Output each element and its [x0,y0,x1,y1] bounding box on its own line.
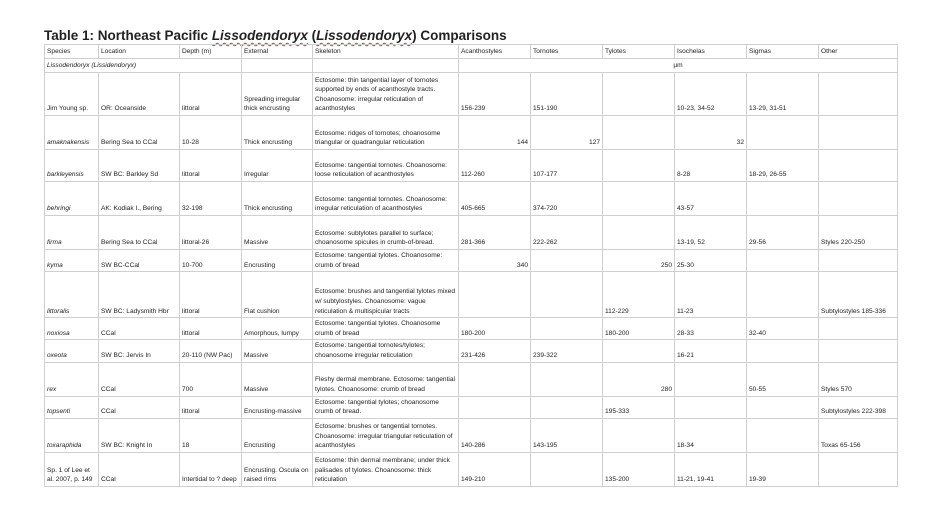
cell-sigmas [747,418,819,452]
cell-species: kyma [45,250,99,272]
cell-isochelas [675,396,747,418]
cell-external: Irregular [242,150,313,182]
cell-location: AK: Kodiak I., Bering [99,182,180,216]
cell-acanthostyles: 144 [459,116,531,150]
cell-other [819,150,898,182]
cell-skeleton: Ectosome: brushes or tangential tornotes. Choanosome: irregular triangular reticulation of acanthostyles [313,418,459,452]
cell-external: Thick encrusting [242,116,313,150]
cell-sigmas [747,272,819,318]
cell-location: Bering Sea to CCal [99,216,180,250]
table-row [45,418,898,452]
header-tylotes: Tylotes [603,45,675,59]
cell-species: barkleyensis [45,150,99,182]
cell-tornotes [531,396,603,418]
cell-sigmas: 50-55 [747,362,819,396]
cell-isochelas: 8-28 [675,150,747,182]
header-species: Species [45,45,99,59]
cell-species: oxeota [45,340,99,362]
cell-acanthostyles: 180-200 [459,318,531,340]
comparison-table [44,44,898,487]
cell-depth: 18 [180,418,242,452]
table-row [45,116,898,150]
cell-acanthostyles: 281-366 [459,216,531,250]
cell-depth: littoral [180,73,242,116]
header-row [45,45,898,59]
header-sigmas: Sigmas [747,45,819,59]
cell-tornotes: 107-177 [531,150,603,182]
cell-sigmas [747,182,819,216]
cell-other: Styles 220-250 [819,216,898,250]
cell-skeleton: Ectosome: thin tangential layer of tornotes supported by ends of acanthostyle tracts. Choanosome: irregular reticulation of acanthostyles [313,73,459,116]
cell-location: CCal [99,452,180,486]
cell-other [819,340,898,362]
cell-tornotes: 222-262 [531,216,603,250]
cell-isochelas: 18-34 [675,418,747,452]
cell-species: Sp. 1 of Lee et al. 2007, p. 149 [45,452,99,486]
cell-external: Massive [242,216,313,250]
cell-other: Subtylostyles 222-398 [819,396,898,418]
cell-depth: 20-110 (NW Pac) [180,340,242,362]
cell-skeleton: Ectosome: tangential tylotes. Choanosome: crumb of bread [313,250,459,272]
cell-depth: littoral [180,272,242,318]
cell-sigmas: 13-29, 31-51 [747,73,819,116]
cell-other [819,73,898,116]
cell-external: Spreading irregular thick encrusting [242,73,313,116]
cell-tylotes [603,73,675,116]
cell-isochelas: 10-23, 34-52 [675,73,747,116]
cell-other: Subtylostyles 185-336 [819,272,898,318]
unit-label: µm [459,59,898,73]
cell-depth: littoral [180,150,242,182]
cell-tylotes [603,182,675,216]
cell-external: Massive [242,362,313,396]
table-title: Table 1: Northeast Pacific Lissodendoryx (Lissodendoryx) Comparisons [44,28,507,43]
cell-skeleton: Fleshy dermal membrane. Ectosome: tangential tylotes. Choanosome: crumb of bread [313,362,459,396]
cell-isochelas [675,362,747,396]
cell-external: Encrusting-massive [242,396,313,418]
table-row [45,182,898,216]
cell-acanthostyles [459,362,531,396]
cell-tornotes [531,452,603,486]
cell-location: SW BC-CCal [99,250,180,272]
cell-tornotes: 127 [531,116,603,150]
cell-skeleton: Ectosome: subtylotes parallel to surface; choanosome spicules in crumb-of-bread. [313,216,459,250]
cell-depth: 32-198 [180,182,242,216]
cell-species: topsenti [45,396,99,418]
cell-location: CCal [99,318,180,340]
subheader-row [45,59,898,73]
cell-acanthostyles: 112-260 [459,150,531,182]
cell-other [819,116,898,150]
table-row [45,396,898,418]
cell-tornotes [531,250,603,272]
cell-species: toxaraphida [45,418,99,452]
cell-sigmas: 32-40 [747,318,819,340]
cell-skeleton: Ectosome: tangential tornotes. Choanosome: loose reticulation of acanthostyles [313,150,459,182]
cell-skeleton: Ectosome: ridges of tornotes; choanosome triangular or quadrangular reticulation [313,116,459,150]
cell-isochelas: 43-57 [675,182,747,216]
cell-other: Styles 570 [819,362,898,396]
cell-skeleton: Ectosome: thin dermal membrane; under thick palisades of tylotes. Choanosome: thick reticulation [313,452,459,486]
genus-name: Lissodendoryx [211,28,308,43]
header-other: Other [819,45,898,59]
cell-tornotes: 374-720 [531,182,603,216]
cell-location: CCal [99,396,180,418]
cell-other [819,250,898,272]
cell-acanthostyles: 156-239 [459,73,531,116]
cell-sigmas: 19-39 [747,452,819,486]
table-row [45,452,898,486]
header-isochelas: Isochelas [675,45,747,59]
cell-species: firma [45,216,99,250]
cell-acanthostyles [459,272,531,318]
cell-sigmas: 18-29, 26-55 [747,150,819,182]
cell-sigmas [747,340,819,362]
cell-tylotes [603,150,675,182]
cell-acanthostyles: 231-426 [459,340,531,362]
cell-tylotes: 112-229 [603,272,675,318]
cell-tornotes: 239-322 [531,340,603,362]
cell-tylotes [603,340,675,362]
cell-tylotes: 280 [603,362,675,396]
cell-skeleton: Ectosome: tangential tylotes; choanosome crumb of bread. [313,396,459,418]
cell-acanthostyles: 405-665 [459,182,531,216]
cell-external: Encrusting [242,418,313,452]
table-row [45,216,898,250]
cell-other [819,182,898,216]
cell-sigmas: 29-56 [747,216,819,250]
cell-tornotes: 143-195 [531,418,603,452]
header-acanthostyles: Acanthostyles [459,45,531,59]
table-row [45,272,898,318]
subgenus-name: Lissodendoryx [316,28,413,43]
cell-depth: 10-28 [180,116,242,150]
cell-species: behringi [45,182,99,216]
cell-other [819,318,898,340]
cell-acanthostyles: 149-210 [459,452,531,486]
cell-tylotes: 135-200 [603,452,675,486]
cell-location: SW BC: Ladysmith Hbr [99,272,180,318]
cell-location: SW BC: Barkley Sd [99,150,180,182]
cell-acanthostyles: 340 [459,250,531,272]
cell-sigmas [747,396,819,418]
cell-sigmas [747,116,819,150]
cell-acanthostyles: 140-286 [459,418,531,452]
cell-external: Amorphous, lumpy [242,318,313,340]
cell-tylotes [603,418,675,452]
cell-isochelas: 32 [675,116,747,150]
header-external: External [242,45,313,59]
cell-skeleton: Ectosome: tangential tornotes. Choanosome: irregular reticulation of acanthostyles [313,182,459,216]
cell-skeleton: Ectosome: tangential tornotes/tylotes; choanosome irregular reticulation [313,340,459,362]
subgenus-label: Lissodendoryx (Lissidendoryx) [45,59,242,73]
cell-external: Thick encrusting [242,182,313,216]
cell-isochelas: 11-23 [675,272,747,318]
cell-isochelas: 16-21 [675,340,747,362]
cell-tylotes [603,116,675,150]
cell-depth: 10-700 [180,250,242,272]
cell-location: SW BC: Jervis In [99,340,180,362]
cell-tylotes: 180-200 [603,318,675,340]
table-row [45,73,898,116]
table-row [45,362,898,396]
header-tornotes: Tornotes [531,45,603,59]
cell-depth: Intertidal to ? deep [180,452,242,486]
header-depth: Depth (m) [180,45,242,59]
table-row [45,150,898,182]
cell-species: noxiosa [45,318,99,340]
cell-depth: littoral [180,318,242,340]
cell-skeleton: Ectosome: brushes and tangential tylotes mixed w/ subtylostyles. Choanosome: vague reticulation & multispicular tracts [313,272,459,318]
cell-location: SW BC: Knight In [99,418,180,452]
cell-tylotes: 250 [603,250,675,272]
cell-external: Flat cushion [242,272,313,318]
table-row [45,318,898,340]
cell-depth: 700 [180,362,242,396]
cell-tornotes [531,318,603,340]
cell-other [819,452,898,486]
cell-tylotes [603,216,675,250]
cell-location: CCal [99,362,180,396]
table-row [45,250,898,272]
cell-external: Encrusting. Oscula on raised rims [242,452,313,486]
cell-isochelas: 13-19, 52 [675,216,747,250]
cell-location: OR: Oceanside [99,73,180,116]
cell-external: Encrusting [242,250,313,272]
cell-species: amaknakensis [45,116,99,150]
cell-tylotes: 195-333 [603,396,675,418]
cell-species: rex [45,362,99,396]
cell-species: littoralis [45,272,99,318]
header-location: Location [99,45,180,59]
cell-skeleton: Ectosome: tangential tylotes. Choanosome crumb of bread [313,318,459,340]
cell-isochelas: 25-30 [675,250,747,272]
cell-external: Massive [242,340,313,362]
cell-isochelas: 11-21, 19-41 [675,452,747,486]
header-skeleton: Skeleton [313,45,459,59]
cell-tornotes: 151-190 [531,73,603,116]
cell-species: Jim Young sp. [45,73,99,116]
cell-sigmas [747,250,819,272]
cell-tornotes [531,272,603,318]
cell-location: Bering Sea to CCal [99,116,180,150]
cell-tornotes [531,362,603,396]
cell-isochelas: 28-33 [675,318,747,340]
cell-acanthostyles [459,396,531,418]
table-row [45,340,898,362]
cell-other: Toxas 65-156 [819,418,898,452]
cell-depth: littoral-26 [180,216,242,250]
cell-depth: littoral [180,396,242,418]
